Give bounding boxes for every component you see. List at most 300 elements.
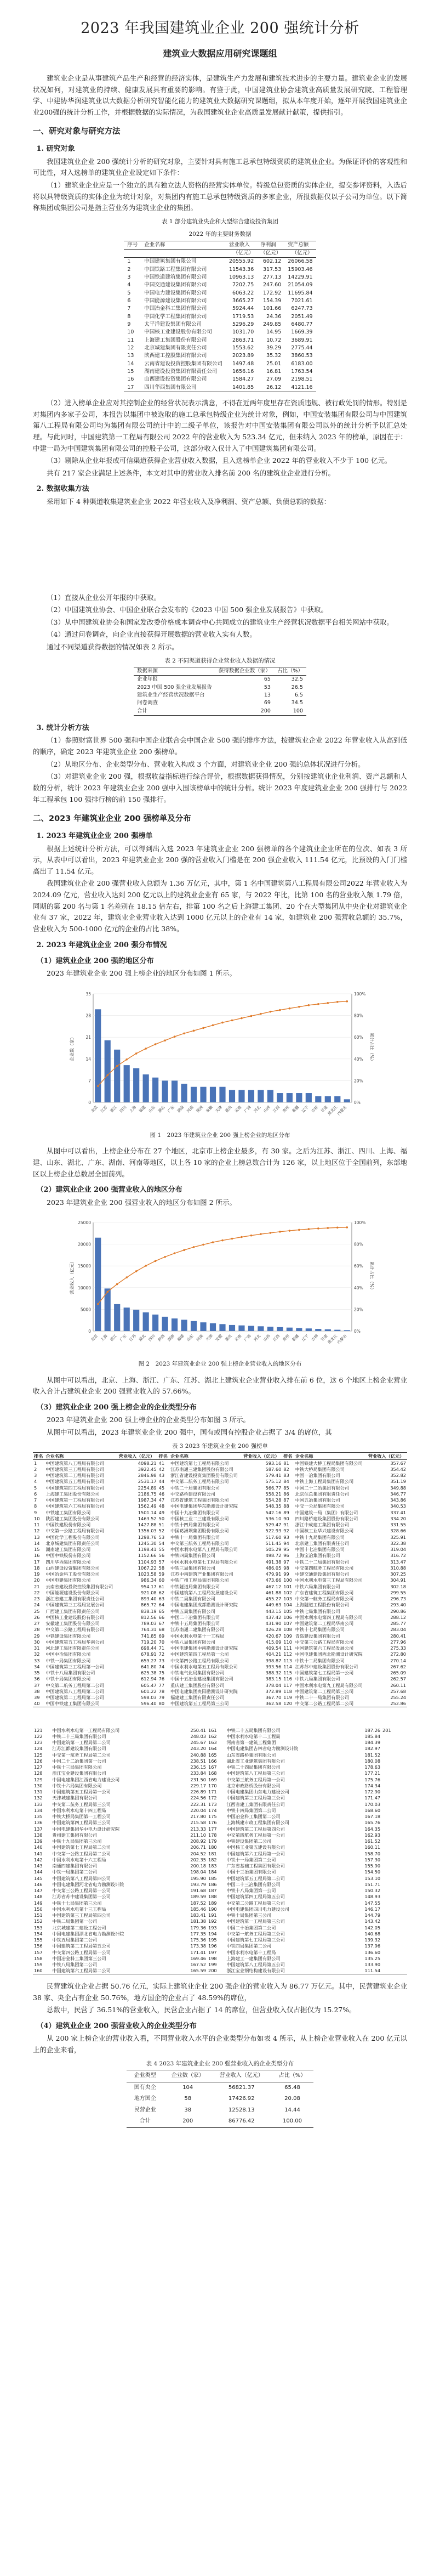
y-tick-label: 25000 [77,1220,91,1226]
table-cell: 184 [208,1869,217,1875]
table-cell: 云南省建设投资控股集团有限公司 [144,360,222,367]
table-row [33,1875,407,1881]
table-cell [399,1758,403,1764]
table-cell [399,1746,403,1752]
table-cell: 中铁十五局集团有限公司 [170,1621,220,1627]
section1-heading: 一、研究对象与研究方法 [33,127,121,137]
table-cell: 187.26 [364,1727,381,1733]
table-cell: 150.32 [364,1888,381,1894]
table-cell [381,1795,399,1801]
table-cell: 中铁十一局集团第二公司 [226,1856,276,1862]
table-cell: 2775.44 [291,345,313,352]
x-tick-label: 湖南 [176,1105,185,1114]
table-cell: 中国二十冶集团有限公司 [170,1614,220,1620]
x-tick-label: 吉林 [310,1105,319,1114]
table-cell: 38 [184,2107,192,2113]
x-tick-label: 陕西 [195,1105,204,1114]
table-cell [399,1733,403,1739]
table3-header: 营业收入（亿元） [118,1452,158,1459]
table-row [33,1912,407,1918]
table-cell: 601.22 [140,1688,157,1694]
table-cell: 1719.53 [232,313,254,320]
table-cell: 182.97 [364,1746,381,1752]
table1-unit: （亿元） [257,249,284,257]
bar [334,1096,340,1102]
table-cell: 4098.21 [138,1460,157,1466]
line-point [336,1001,338,1003]
table-cell: 中铁建设集团第二公司 [226,1838,272,1844]
table-cell: 143 [34,1863,43,1869]
table-cell: 164.35 [364,1826,381,1832]
table-row [33,1466,407,1472]
table-cell: 130 [34,1782,43,1788]
paragraph: （1）参照财富世界 500 强和中国企业联合会中国企业 500 强的排序方法，按建筑业企业 2022 年营业收入从高到低的顺序，确定 2023 年建筑业企业 200 强榜单。 [33,736,407,756]
table-row [33,1814,407,1820]
table-cell: 江苏江都建设集团有限公司 [52,1746,106,1752]
y-tick-label: 0 [88,1329,91,1334]
table-cell [399,1949,403,1955]
table-cell [381,1832,399,1838]
table-cell: 467.12 [265,1583,282,1589]
table-cell [399,1955,403,1961]
x-tick-label: 辽宁 [300,1334,310,1343]
line-point [173,1035,175,1038]
table-cell: 合计 [127,2116,164,2127]
x-tick-label: 湖北 [138,1334,147,1343]
table-cell: 267.62 [390,1663,406,1669]
table-cell: 598.03 [140,1695,157,1701]
bar [334,1330,340,1331]
table-cell: 491.38 [265,1559,282,1565]
table1 [124,241,316,393]
table1-header: 企业名称 [141,241,226,249]
table-cell: 865.72 [140,1602,157,1608]
table-cell: 229.17 [190,1782,207,1788]
bar [277,1093,283,1102]
line-point [317,1003,319,1005]
table-row [33,1776,407,1782]
table-cell: 175 [208,1814,217,1820]
table-cell: 湖南建工集团有限公司 [45,1547,91,1553]
table-cell: 153 [34,1924,43,1930]
table-cell: 15 [127,369,134,375]
table-cell: 中交路桥建设有限公司 [170,1491,215,1497]
table-row [33,1869,407,1875]
table-cell: 21054.09 [288,282,313,288]
table-cell: 94 [283,1540,289,1546]
x-tick-label: 云南 [233,1334,242,1343]
table-cell [399,1875,403,1881]
table-cell: 中铁建设集团有限公司 [45,1633,91,1639]
x-tick-label: 江苏 [128,1334,137,1343]
table-cell: 5 [34,1485,37,1491]
x-tick-label: 辽宁 [300,1105,310,1114]
table-cell: 58 [184,2096,192,2102]
table-row [33,1856,407,1862]
table-cell: 中国建筑第八工程局第五公司 [226,1962,285,1968]
table-cell: 296.73 [390,1596,406,1602]
table-cell: 中国建筑第四工程局第五公司 [226,1894,285,1900]
table-cell: 194 [208,1930,217,1937]
table-cell [381,1826,399,1832]
table-cell [399,1789,403,1795]
table-cell [403,1801,407,1807]
table-cell: 123 [34,1740,43,1746]
table-row [33,1485,407,1491]
table-row [33,1528,407,1534]
table-cell: 93 [283,1534,289,1540]
table-cell: 181.52 [364,1752,381,1758]
line-point [231,1020,233,1022]
table-cell: 浙江宝业钢结构建设有限公司 [225,1968,351,1974]
table-cell: 171.41 [190,1949,207,1955]
table-cell [403,1758,407,1764]
table-cell: 393.56 [265,1663,282,1669]
table-cell: 431.90 [265,1621,282,1627]
table-cell: 11 [34,1522,40,1528]
table-cell: 127 [34,1764,43,1770]
list-item: （2）中国建筑业协会、中国企业联合会发布的《2023 中国 500 强企业发展报告》中获取。 [47,605,328,614]
table-cell [403,1906,407,1912]
table-cell: 143.42 [364,1918,381,1924]
table-cell [381,1782,399,1788]
table-cell: 137 [34,1826,43,1832]
table-cell: 109 [283,1633,292,1639]
table-cell [381,1900,399,1906]
table-cell: 5296.29 [232,321,254,327]
section2-sub2b: （2）建筑业企业 200 强营业收入的地区分布 [36,1186,182,1194]
table-row [33,1651,407,1657]
y2-axis-label: 累计占比（%） [369,1033,374,1063]
bar [305,1093,311,1102]
page-subtitle: 建筑业大数据应用研究课题组 [163,48,277,59]
x-tick-label: 新疆 [291,1105,300,1114]
table-cell: 200 [215,707,274,716]
page-title: 2023 年我国建筑业企业 200 强统计分析 [81,20,359,37]
table-cell: 10.72 [266,337,282,343]
table-cell: 118 [283,1688,292,1694]
table-cell: 中国建筑第五工程局第三公司 [169,1701,242,1707]
paragraph: 民营建筑业企业占据 50.76 亿元，实际上建筑业企业 200 强企业的营业收入为 86.77 万亿元。其中，民营建筑业企业 38 家、央企占有企业 50.76%，地方国企的企业占了 48.59%的席位， [33,1982,407,2002]
chart1-svg [67,984,374,1126]
table-cell: 江苏南通三建集团股份有限公司 [170,1466,233,1472]
line-point [116,1065,118,1067]
table-cell: 39.29 [266,345,282,352]
bar [324,1329,330,1331]
bar [171,1318,177,1331]
table-cell: 3922.45 [138,1466,157,1472]
table3-header: 营业收入（亿元） [242,1452,282,1459]
table-cell [399,1900,403,1906]
table-cell: 中国建筑第四工程局第三公司 [52,1820,111,1826]
table-cell: 167 [208,1764,217,1770]
table-cell: 1104.93 [138,1559,157,1565]
table-row [33,1534,407,1540]
table-cell: 280.41 [390,1633,406,1639]
table-cell: 1656.16 [232,369,254,375]
table-cell [381,1888,399,1894]
table-cell [399,1863,403,1869]
table-cell: 659.27 [140,1657,157,1663]
x-tick-label: 新疆 [291,1334,300,1343]
table-cell: 177.35 [190,1930,207,1937]
table-cell: 中交第四公路工程局第一公司 [52,1949,111,1955]
table-cell: 26066.58 [288,258,313,265]
table-cell: 1 [34,1460,37,1466]
table-row [124,384,316,392]
table-cell: 25.01 [266,360,282,367]
table-cell: 162 [208,1733,217,1739]
table-cell: 12528.13 [228,2107,255,2113]
table-cell: 中国电建集团华中电力设计研究院 [52,1826,120,1832]
paragraph: 从图中可以看出，上榜企业分布在 27 个地区，北京市上榜企业最多，有 30 家。之后为江苏、浙江、四川、上海、福建、山东、湖北、广东、湖南、河南等地区，以上各 10 家的企业上榜总数合计为 126 家，以上地区位于全国前列，东部地区以上榜企业总数居全国前列。 [33,1147,407,1178]
table-cell: 135.25 [364,1955,381,1961]
table1-header-row [124,241,316,249]
table-cell: 182 [208,1856,217,1862]
table-cell: 6247.73 [291,305,313,312]
table-cell: 185 [208,1875,217,1881]
table-cell: 170.03 [364,1801,381,1807]
table-cell: 257.68 [390,1688,406,1694]
table-cell: 317.53 [263,266,282,273]
table-cell: 17 [124,384,141,392]
section2-sub1: 1. 2023 年建筑业企业 200 强榜单 [36,832,153,841]
table-cell: 293.40 [390,1602,406,1608]
table-cell: 157.30 [364,1856,381,1862]
x-tick-label: 贵州 [281,1105,290,1114]
table-cell [403,1937,407,1943]
table-row [33,1676,407,1682]
table-cell: 中国冶金科工集团有限公司 [144,305,207,312]
table-cell: 121 [34,1727,43,1733]
table-cell: 中国建筑第五工程局第一公司 [52,1789,111,1795]
table-cell: 中国中铁建工集团有限公司 [44,1701,117,1707]
table-cell: 612.94 [140,1676,157,1682]
table-cell: 61 [158,1583,165,1589]
bar [296,1328,302,1332]
table-cell: 1501.14 [138,1509,157,1515]
table-cell: 211.10 [190,1832,207,1838]
table-cell: 中国化学工程集团有限公司 [144,313,207,320]
table-row [33,1682,407,1688]
bar [133,1310,139,1332]
table-cell: 中国化学工程股份有限公司 [45,1534,100,1540]
table-row [127,2093,314,2105]
table3-body2 [33,1727,407,1974]
table-cell: 719.20 [140,1639,157,1645]
y-tick-label: 21 [85,1035,91,1040]
y-axis-label: 企业数（家） [69,1035,75,1062]
table-cell: 中铁七局集团有限公司 [295,1608,340,1614]
table-cell: 1427.88 [138,1522,157,1528]
table-cell: 206.71 [190,1844,207,1850]
table-cell: 26.12 [257,384,284,392]
table-row [33,1515,407,1521]
table-cell: 中国二十二冶集团第一公司 [52,1758,106,1764]
table-cell [399,1888,403,1894]
table-cell [381,1844,399,1850]
table-cell: 中国冶金科工股份有限公司 [45,1571,100,1577]
table-row [134,684,306,692]
line-point [221,1022,224,1024]
table-cell [403,1789,407,1795]
table-row [33,1838,407,1844]
intro-paragraph: 建筑业企业是从事建筑产品生产和经营的经济实体，是建筑生产力发展和建筑技术进步的主要力量。建筑业企业的发展状况如何，对建筑业的持续、健康发展具有重要的影响。有鉴于此，中国建筑业协会建筑业高质量发展研究院、工程管理学、中建协华润建筑业以大数据分析研究智能化能力的建筑业大数据研究课题组，拟从本年度开始，逐年开展我国建筑业企业200强的统计分析工作，并根据数据的实际情况，为我国建筑业企业高质量发展献计献策，提供指引。 [33,73,407,116]
table-cell: 中国冶金科工集团第二公司 [226,1814,281,1820]
table-row [33,1900,407,1906]
table-cell: 255.24 [390,1695,406,1701]
table-cell: 199 [208,1962,217,1968]
table-row [124,313,316,321]
line-point [221,1239,224,1242]
line-point [145,1265,147,1267]
table-cell: 102 [283,1589,292,1595]
paragraph: 从图中可以看出，北京、上海、浙江、广东、江苏、湖北上建筑业企业营业收入排在前 6 位，这 6 个地区上榜企业营业收入合计占建筑业企业 200 强营业收入的 57.66%。 [33,1375,407,1396]
line-point [288,1007,290,1010]
x-tick-label: 福建 [138,1105,147,1114]
table-cell: 316.72 [390,1553,406,1559]
table-cell: 中铁大桥局集团有限公司 [295,1466,345,1472]
table-cell: 174.34 [364,1782,381,1788]
table-row [33,1930,407,1937]
table-cell: 1067.22 [138,1565,157,1571]
table-cell: 中铁十九局集团有限公司 [295,1534,345,1540]
table-cell [403,1770,407,1776]
table-cell: 中国电建集团华东勘测设计研究院 [170,1503,238,1509]
table-cell: 江苏南通二建集团有限公司 [170,1627,225,1633]
table-cell [403,1795,407,1801]
table-cell: 1987.34 [138,1497,157,1503]
table-cell: 2863.71 [232,337,254,343]
table-cell: 58 [158,1565,165,1571]
table-row [33,1497,407,1503]
table-cell: 浙江宝业建设集团有限公司 [52,1770,106,1776]
table-cell: 中铁二十三局集团有限公司 [52,1733,106,1739]
table-cell [381,1752,399,1758]
table-cell: 8 [34,1503,37,1509]
table-cell: 89 [283,1509,289,1515]
table-cell: 中铁十八局集团有限公司 [45,1670,95,1676]
table-cell: 中国建筑第六工程局有限公司 [45,1503,104,1509]
table-cell: 15 [34,1547,40,1553]
y-tick-label: 7 [88,1078,91,1084]
table-cell: 275.33 [390,1645,406,1651]
table-cell: 25 [34,1608,40,1614]
table-cell: 11 [127,337,134,343]
table-cell: 中铁十三局集团有限公司 [52,1764,102,1770]
table-cell: 144 [34,1869,43,1875]
table-row [127,2082,314,2093]
table-cell: 415.09 [265,1639,282,1645]
x-tick-label: 重庆 [224,1105,233,1114]
table-cell: 247.60 [263,282,282,288]
table-row [33,1826,407,1832]
table-cell: 189.59 [190,1894,207,1900]
table-cell: 中国建筑第八工程局第三公司 [226,1770,285,1776]
list-item: （3）从中国建筑业协会和国家发改委价格成本调查中心共同成立的建筑业生产经营状况数据平台相关网站中获取。 [47,618,393,626]
table-cell: 中国电建集团吉林省电力勘测设计院 [226,1746,299,1752]
x-tick-label: 广西 [243,1334,252,1343]
table-cell: 中铁八局集团第二公司 [52,1962,98,1968]
table-cell: 中交第一航务工程局有限公司 [295,1596,354,1602]
table-row [33,1695,407,1701]
table-cell: 201 [382,1727,391,1733]
table-cell: 53 [158,1534,165,1540]
table-cell: 202.35 [190,1856,207,1862]
table-cell: 75 [158,1670,165,1676]
line-point [298,1006,300,1008]
table-cell: 54 [158,1540,165,1546]
table-cell [381,1968,399,1974]
table-cell: 148.93 [364,1894,381,1900]
x-tick-label: 上海 [128,1105,137,1114]
table-cell: 6 [127,297,131,304]
table-cell: 中国二十三冶集团有限公司 [226,1881,281,1887]
table-row [124,360,316,368]
table-cell: 1584.27 [232,376,254,383]
table-cell [399,1795,403,1801]
table-row [33,1608,407,1614]
table-cell: 江苏省苏中建设集团第一公司 [52,1894,111,1900]
table-cell [399,1924,403,1930]
table-cell: 193 [208,1924,217,1930]
table-cell: 71 [158,1645,165,1651]
table-row [124,337,316,344]
table-cell: 中铁二十四局集团有限公司 [226,1764,281,1770]
table-cell: 中国水利水电第一工程局有限公司 [52,1727,120,1733]
table-cell: 1152.66 [138,1553,157,1559]
table-row [134,699,306,707]
x-tick-label: 天津 [204,1334,214,1343]
table-cell: 17 [34,1559,40,1565]
line-point [317,1227,319,1230]
table-cell: 中铁五局集团有限公司 [170,1608,215,1614]
table-cell: 民营企业 [134,2107,156,2113]
paragraph: （3）剔除从企业年报或可信渠道获得企业营业收入数据，且入选榜单企业 2022 年的营业收入不少于 100 亿元。 [47,456,392,465]
table-cell: 北京住总集团有限责任公司 [295,1491,349,1497]
table-cell: 95 [283,1547,289,1553]
table-cell: 198.04 [190,1869,207,1875]
table-cell: 285.77 [390,1621,406,1627]
table-cell [399,1826,403,1832]
table-cell: 78 [158,1688,165,1694]
table-row [33,1789,407,1795]
table-cell: 13 [34,1534,40,1540]
table-row [33,1547,407,1553]
table-cell: 486.05 [265,1565,282,1571]
table-row [33,1503,407,1509]
table-cell: 156 [34,1943,43,1949]
table-row [33,1894,407,1900]
table-cell: 59 [158,1571,165,1577]
table-cell: 168.60 [364,1807,381,1813]
table-cell: 44 [158,1479,165,1485]
table2 [134,667,306,716]
table-cell: 579.41 [265,1473,282,1479]
table-row [124,305,316,313]
table-cell: 湖北省工业建筑集团有限公司 [226,1758,285,1764]
table-cell: 中国水利水电第十六工程局 [52,1856,106,1862]
line-point [336,1227,338,1229]
table-cell: 249.85 [263,321,282,327]
table-cell: 378.04 [265,1682,282,1688]
table-cell: 104 [283,1602,292,1608]
table-row [33,1955,407,1961]
bar [315,1096,321,1102]
table-cell: 106 [283,1614,292,1620]
table-row [33,1733,407,1739]
table-cell [381,1930,399,1937]
